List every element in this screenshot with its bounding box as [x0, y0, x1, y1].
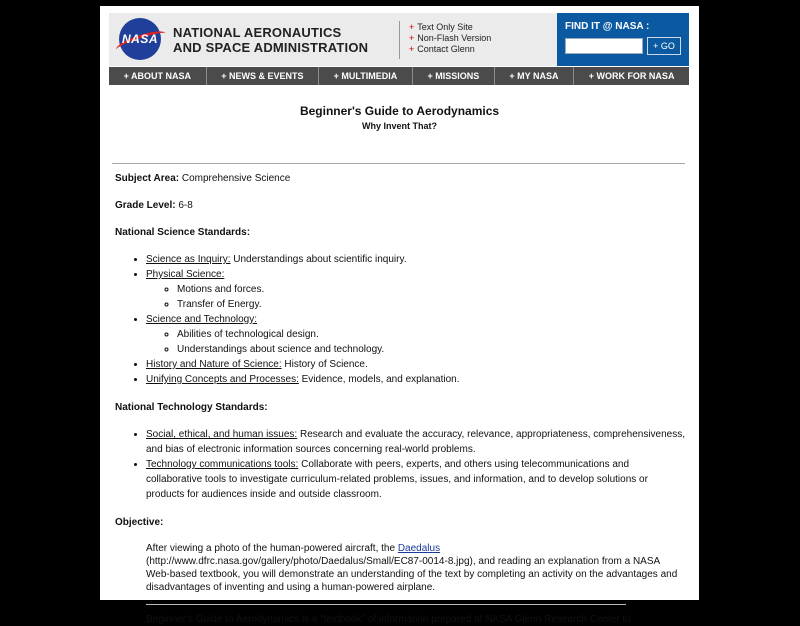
- nav-news-events[interactable]: + NEWS & EVENTS: [207, 67, 319, 85]
- plus-icon: +: [409, 22, 415, 32]
- nav-missions[interactable]: + MISSIONS: [413, 67, 495, 85]
- grade-label: Grade Level:: [115, 200, 176, 211]
- technology-standards-heading: National Technology Standards:: [115, 402, 268, 413]
- subject-area: [115, 172, 685, 185]
- nav-multimedia[interactable]: + MULTIMEDIA: [319, 67, 413, 85]
- logo-text: NASA: [121, 32, 158, 46]
- intro-paragraph: Beginner's Guide to Aerodynamics is a "textbook" of information prepared at NASA Glenn Research Center to: [146, 614, 631, 625]
- nav-my-nasa[interactable]: + MY NASA: [495, 67, 574, 85]
- go-button[interactable]: + GO: [647, 37, 681, 55]
- quick-links: [409, 22, 491, 55]
- science-inquiry-link[interactable]: Science as Inquiry:: [146, 254, 231, 265]
- page-title: Beginner's Guide to Aerodynamics: [299, 104, 500, 118]
- daedalus-link[interactable]: Daedalus: [397, 543, 441, 554]
- grade-level: [115, 199, 685, 212]
- history-science-link[interactable]: History and Nature of Science:: [146, 359, 282, 370]
- list-item: [146, 312, 685, 357]
- science-technology-link[interactable]: Science and Technology:: [146, 314, 258, 325]
- social-ethical-link[interactable]: Social, ethical, and human issues:: [146, 429, 298, 440]
- list-item: • Science as Inquiry: Understandings about scientific inquiry.: [146, 252, 685, 267]
- science-standards-heading: National Science Standards:: [115, 227, 251, 238]
- list-item: ◦ Motions and forces.: [177, 282, 685, 297]
- objective-text: After viewing a photo of the human-powered aircraft, the Daedalus (http://www.dfrc.nasa.gov/gallery/photo/Daedalus/Small/EC87-0014-8.jpg), and reading an explanation from a NASA Web-based textbook, you will demonstrate an understanding of the text by completing an activity on the advantages and disadvantages of inventing and using a human-powered airplane.: [146, 543, 678, 593]
- objective-heading: Objective:: [115, 517, 164, 528]
- nav-work-for-nasa[interactable]: + WORK FOR NASA: [588, 71, 675, 81]
- sub-list: [146, 282, 685, 312]
- list-item: • History and Nature of Science: History of Science.: [146, 357, 685, 372]
- list-item: ◦ Abilities of technological design.: [177, 327, 685, 342]
- nav-about-nasa[interactable]: + ABOUT NASA: [109, 67, 207, 85]
- agency-name[interactable]: [173, 25, 368, 55]
- list-item: [146, 267, 685, 312]
- plus-icon: +: [409, 44, 415, 54]
- header-divider: [399, 21, 400, 59]
- unifying-concepts-link[interactable]: Unifying Concepts and Processes:: [146, 374, 299, 385]
- quick-link-contact[interactable]: + Contact Glenn: [409, 44, 475, 54]
- find-title: FIND IT @ NASA :: [565, 21, 650, 32]
- physical-science-link[interactable]: Physical Science:: [146, 269, 225, 280]
- section-divider: [112, 163, 685, 164]
- sub-list: [146, 327, 685, 357]
- agency-line-1: NATIONAL AERONAUTICS: [173, 25, 342, 40]
- subject-label: Subject Area:: [115, 173, 180, 184]
- list-item: • Social, ethical, and human issues: Research and evaluate the accuracy, relevance, appropriateness, comprehensiveness, and bias of electronic information sources concerning real-world problems.: [146, 427, 685, 457]
- tech-communications-link[interactable]: Technology communications tools:: [146, 459, 299, 470]
- technology-standards-list: [115, 427, 685, 502]
- science-standards-list: [115, 252, 685, 387]
- objective-divider: [146, 604, 626, 605]
- nasa-logo[interactable]: [119, 18, 161, 60]
- main-nav: [109, 67, 689, 85]
- search-input[interactable]: [565, 38, 643, 54]
- main-content: [115, 172, 685, 626]
- quick-link-text-only[interactable]: + Text Only Site: [409, 22, 473, 32]
- grade-value: 6-8: [178, 200, 193, 211]
- list-item: ◦ Transfer of Energy.: [177, 297, 685, 312]
- list-item: ◦ Understandings about science and technology.: [177, 342, 685, 357]
- subject-value: Comprehensive Science: [181, 173, 291, 184]
- site-header: [109, 13, 689, 66]
- list-item: • Technology communications tools: Collaborate with peers, experts, and others using telecommunications and collaborative tools to investigate curriculum-related problems, issues, and information, and to develop solutions or products for audiences inside and outside classroom.: [146, 457, 685, 502]
- quick-link-non-flash[interactable]: + Non-Flash Version: [409, 33, 492, 43]
- list-item: • Unifying Concepts and Processes: Evidence, models, and explanation.: [146, 372, 685, 387]
- page-subtitle: Why Invent That?: [362, 121, 437, 131]
- find-it-box: [557, 13, 689, 66]
- page: [100, 6, 699, 625]
- agency-line-2: AND SPACE ADMINISTRATION: [173, 40, 369, 55]
- plus-icon: +: [409, 33, 415, 43]
